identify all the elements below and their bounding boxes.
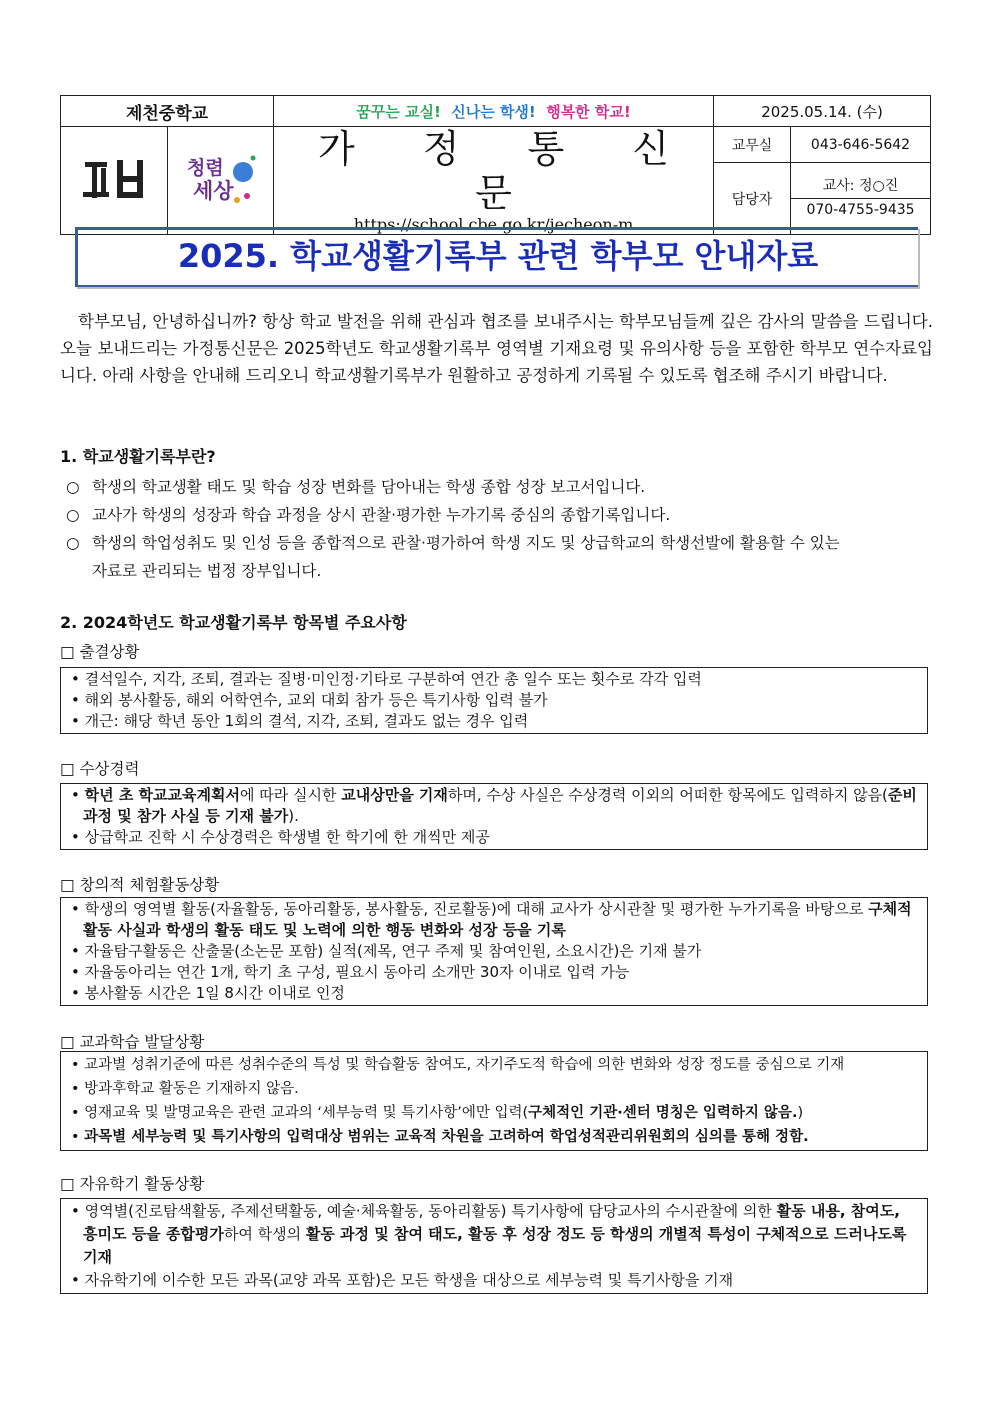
list-item: • 자율탐구활동은 산출물(소논문 포함) 실적(제목, 연구 주제 및 참여인원, 소요시간)은 기재 불가	[71, 942, 702, 960]
section1-item: ○ 학생의 학교생활 태도 및 학습 성장 변화를 담아내는 학생 종합 성장 보고서입니다.	[66, 473, 931, 501]
section1-item: ○ 학생의 학업성취도 및 인성 등을 종합적으로 관찰·평가하여 학생 지도 및 상급학교의 학생선발에 활용할 수 있는	[66, 529, 931, 557]
list-item: • 과목별 세부능력 및 특기사항의 입력대상 범위는 교육적 차원을 고려하여 학업성적관리위원회의 심의를 통해 정함.	[71, 1129, 809, 1145]
newsletter-title-cell	[274, 127, 714, 235]
teacher-phone: 070-4755-9435	[806, 202, 915, 218]
free-semester-title: □ 자유학기 활동상황	[60, 1175, 205, 1193]
section1-heading: 1. 학교생활기록부란?	[60, 447, 216, 466]
issue-date: 2025.05.14. (수)	[714, 96, 931, 127]
page-title: 2025. 학교생활기록부 관련 학부모 안내자료	[177, 237, 819, 275]
teacher-name: 교사: 정○진	[791, 175, 930, 199]
creative-title: □ 창의적 체험활동상황	[60, 876, 220, 894]
list-item: • 영재교육 및 발명교육은 관련 교과의 ‘세부능력 및 특기사항’에만 입력(구체적인 기관·센터 명칭은 입력하지 않음.)	[71, 1105, 804, 1121]
free-semester-box	[60, 1198, 928, 1294]
page-title-banner	[75, 227, 918, 287]
list-item: • 학년 초 학교교육계획서에 따라 실시한 교내상만을 기재하며, 수상 사실은 수상경력 이외의 어떠한 항목에도 입력하지 않음(준비과정 및 참가 사실 등 기재 불가).	[71, 786, 917, 825]
svg-text:청렴: 청렴	[186, 156, 224, 179]
intro-paragraph: 학부모님, 안녕하십니까? 항상 학교 발전을 위해 관심과 협조를 보내주시는 학부모님들께 깊은 감사의 말씀을 드립니다. 오늘 보내드리는 가정통신문은 2025학년도 학교생활기록부 영역별 기재요령 및 유의사항 등을 포함한 학부모 연수자료입니다. 아래 사항을 안내해 드리오니 학교생활기록부가 원활하고 공정하게 기록될 수 있도록 협조해 주시기 바랍니다.	[60, 312, 933, 385]
subjects-box	[60, 1051, 928, 1151]
slogan-2: 신나는 학생!	[451, 102, 536, 121]
list-item: • 학생의 영역별 활동(자율활동, 동아리활동, 봉사활동, 진로활동)에 대해 교사가 상시관찰 및 평가한 누가기록을 바탕으로 구체적 활동 사실과 학생의 활동 태도 및 노력에 의한 행동 변화와 성장 등을 기록	[71, 900, 912, 939]
school-logo-icon	[79, 154, 149, 204]
contact-cell	[791, 163, 931, 235]
list-item: • 방과후학교 활동은 기재하지 않음.	[71, 1081, 299, 1097]
circle-bullet-icon: ○	[66, 506, 80, 524]
subjects-title: □ 교과학습 발달상황	[60, 1033, 205, 1051]
circle-bullet-icon: ○	[66, 478, 80, 496]
circle-bullet-icon: ○	[66, 534, 80, 552]
list-item: • 교과별 성취기준에 따른 성취수준의 특성 및 학습활동 참여도, 자기주도적 학습에 의한 변화와 성장 정도를 중심으로 기재	[71, 1057, 845, 1073]
attendance-title: □ 출결상황	[60, 643, 140, 661]
awards-box	[60, 783, 928, 850]
school-slogan	[274, 96, 714, 127]
creative-box	[60, 897, 928, 1006]
list-item: • 자율동아리는 연간 1개, 학기 초 구성, 필요시 동아리 소개만 30자 이내로 입력 가능	[71, 963, 630, 981]
school-name: 제천중학교	[61, 96, 274, 127]
list-item: • 자유학기에 이수한 모든 과목(교양 과목 포함)은 모든 학생을 대상으로 세부능력 및 특기사항을 기재	[71, 1271, 734, 1289]
list-item: • 상급학교 진학 시 수상경력은 학생별 한 학기에 한 개씩만 제공	[71, 828, 490, 846]
contact-label: 담당자	[714, 163, 791, 235]
section2-heading: 2. 2024학년도 학교생활기록부 항목별 주요사항	[60, 613, 407, 632]
header-table	[60, 95, 931, 235]
section1-item-cont: 자료로 관리되는 법정 장부입니다.	[92, 562, 322, 580]
school-logo	[61, 127, 168, 235]
list-item: • 해외 봉사활동, 해외 어학연수, 교외 대회 참가 등은 특기사항 입력 불가	[71, 691, 548, 709]
section1-item: ○ 교사가 학생의 성장과 학습 과정을 상시 관찰·평가한 누가기록 중심의 종합기록입니다.	[66, 501, 931, 529]
integrity-logo-icon	[181, 150, 261, 208]
list-item: • 개근: 해당 학년 동안 1회의 결석, 지각, 조퇴, 결과도 없는 경우 입력	[71, 712, 529, 730]
office-label: 교무실	[714, 127, 791, 163]
school-url[interactable]: https://school.cbe.go.kr/jecheon-m	[353, 215, 634, 234]
attendance-box	[60, 667, 928, 734]
integrity-logo	[168, 127, 274, 235]
list-item: • 결석일수, 지각, 조퇴, 결과는 질병·미인정·기타로 구분하여 연간 총 일수 또는 횟수로 각각 입력	[71, 670, 702, 688]
slogan-3: 행복한 학교!	[546, 102, 631, 121]
svg-text:세상: 세상	[192, 178, 234, 203]
newsletter-title: 가 정 통 신 문	[317, 127, 698, 215]
slogan-1: 꿈꾸는 교실!	[356, 102, 441, 121]
list-item: • 영역별(진로탐색활동, 주제선택활동, 예술·체육활동, 동아리활동) 특기사항에 담당교사의 수시관찰에 의한 활동 내용, 참여도, 흥미도 등을 종합평가하여 학생의 활동 과정 및 참여 태도, 활동 후 성장 정도 등 학생의 개별적 특성이 구체적으로 드러나도록 기재	[71, 1202, 907, 1266]
list-item: • 봉사활동 시간은 1일 8시간 이내로 인정	[71, 984, 345, 1002]
awards-title: □ 수상경력	[60, 760, 140, 778]
office-phone: 043-646-5642	[791, 127, 931, 163]
